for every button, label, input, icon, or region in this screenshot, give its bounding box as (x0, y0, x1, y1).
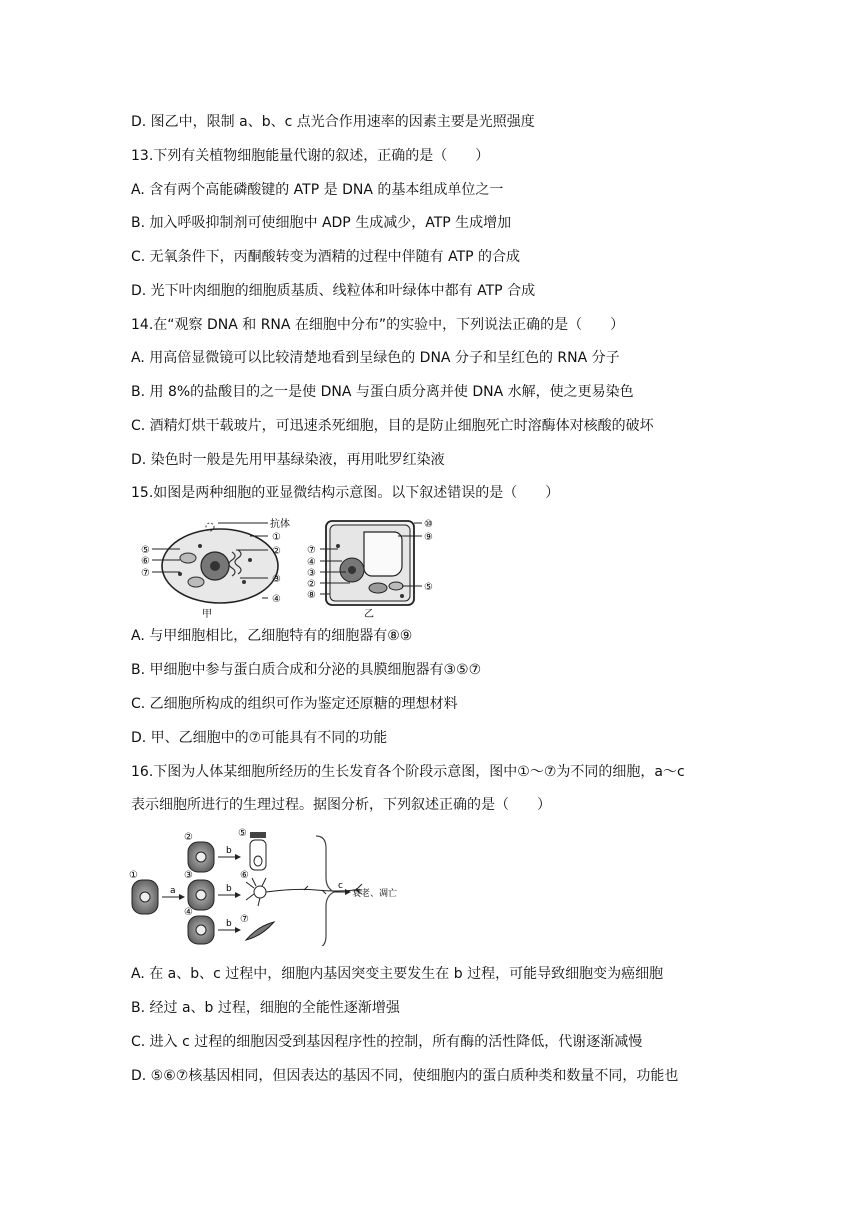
option-13a: A. 含有两个高能磷酸键的 ATP 是 DNA 的基本组成单位之一 (131, 182, 504, 198)
option-15a: A. 与甲细胞相比，乙细胞特有的细胞器有⑧⑨ (131, 628, 413, 644)
jia-label-6: ⑥ (141, 556, 150, 567)
yi-label-3: ③ (307, 568, 316, 579)
jia-label-3: ③ (272, 574, 281, 585)
plant-cell-yi (320, 521, 422, 605)
yi-label-2: ② (307, 579, 316, 590)
yi-label-10: ⑩ (424, 519, 433, 530)
jia-label-5: ⑤ (141, 545, 150, 556)
yi-label-7: ⑦ (307, 545, 316, 556)
animal-cell-jia (152, 523, 278, 603)
question-16: 16.下图为人体某细胞所经历的生长发育各个阶段示意图，图中①～⑦为不同的细胞，a～c (131, 764, 685, 780)
option-16b: B. 经过 a、b 过程，细胞的全能性逐渐增强 (131, 1000, 400, 1016)
option-13c: C. 无氧条件下，丙酮酸转变为酒精的过程中伴随有 ATP 的合成 (131, 249, 521, 265)
jia-label-4: ④ (272, 594, 281, 605)
cell-4-label: ④ (184, 907, 193, 918)
process-a-label: a (170, 886, 176, 896)
process-b3-label: b (226, 919, 232, 929)
option-15c: C. 乙细胞所构成的组织可作为鉴定还原糖的理想材料 (131, 696, 458, 712)
line-12d: D. 图乙中，限制 a、b、c 点光合作用速率的因素主要是光照强度 (131, 114, 535, 130)
jia-caption: 甲 (202, 609, 212, 620)
option-16a: A. 在 a、b、c 过程中，细胞内基因突变主要发生在 b 过程，可能导致细胞变为癌细胞 (131, 966, 664, 982)
process-b2-label: b (226, 884, 232, 894)
option-14d: D. 染色时一般是先用甲基绿染液，再用吡罗红染液 (131, 452, 445, 468)
option-16c: C. 进入 c 过程的细胞因受到基因程序性的控制，所有酶的活性降低，代谢逐渐减慢 (131, 1034, 643, 1050)
jia-label-7: ⑦ (141, 568, 150, 579)
question-13: 13.下列有关植物细胞能量代谢的叙述，正确的是（ ） (131, 148, 490, 164)
cell-structure-figure (140, 516, 440, 620)
process-c-label: c (338, 881, 343, 891)
jia-label-1: ① (272, 532, 281, 543)
option-14c: C. 酒精灯烘干载玻片，可迅速杀死细胞，目的是防止细胞死亡时溶酶体对核酸的破坏 (131, 418, 654, 434)
process-b1-label: b (226, 846, 232, 856)
option-16d: D. ⑤⑥⑦核基因相同，但因表达的基因不同，使细胞内的蛋白质种类和数量不同，功能也 (131, 1068, 679, 1084)
antibody-label: 抗体 (270, 519, 290, 530)
option-13b: B. 加入呼吸抑制剂可使细胞中 ADP 生成减少，ATP 生成增加 (131, 215, 512, 231)
cell-1-label: ① (129, 870, 138, 881)
yi-label-8: ⑧ (307, 590, 316, 601)
aging-apoptosis-label: 衰老、凋亡 (352, 889, 398, 899)
option-15b: B. 甲细胞中参与蛋白质合成和分泌的具膜细胞器有③⑤⑦ (131, 662, 482, 678)
option-13d: D. 光下叶肉细胞的细胞质基质、线粒体和叶绿体中都有 ATP 合成 (131, 283, 536, 299)
cell-5-label: ⑤ (238, 828, 247, 839)
cell-2-label: ② (184, 832, 193, 843)
jia-label-2: ② (272, 546, 281, 557)
cell-7-label: ⑦ (240, 914, 249, 925)
question-16-cont: 表示细胞所进行的生理过程。据图分析，下列叙述正确的是（ ） (131, 797, 551, 813)
option-15d: D. 甲、乙细胞中的⑦可能具有不同的功能 (131, 730, 388, 746)
question-15: 15.如图是两种细胞的亚显微结构示意图。以下叙述错误的是（ ） (131, 485, 560, 501)
cell-development-figure (126, 828, 426, 946)
yi-label-5: ⑤ (424, 582, 433, 593)
yi-caption: 乙 (364, 609, 374, 620)
yi-label-4: ④ (307, 557, 316, 568)
cell-3-label: ③ (184, 870, 193, 881)
option-14b: B. 用 8%的盐酸目的之一是使 DNA 与蛋白质分离并使 DNA 水解，使之更易染色 (131, 384, 634, 400)
question-14: 14.在“观察 DNA 和 RNA 在细胞中分布”的实验中，下列说法正确的是（ ） (131, 317, 625, 333)
yi-label-9: ⑨ (424, 532, 433, 543)
option-14a: A. 用高倍显微镜可以比较清楚地看到呈绿色的 DNA 分子和呈红色的 RNA 分子 (131, 350, 620, 366)
cell-6-label: ⑥ (240, 870, 249, 881)
